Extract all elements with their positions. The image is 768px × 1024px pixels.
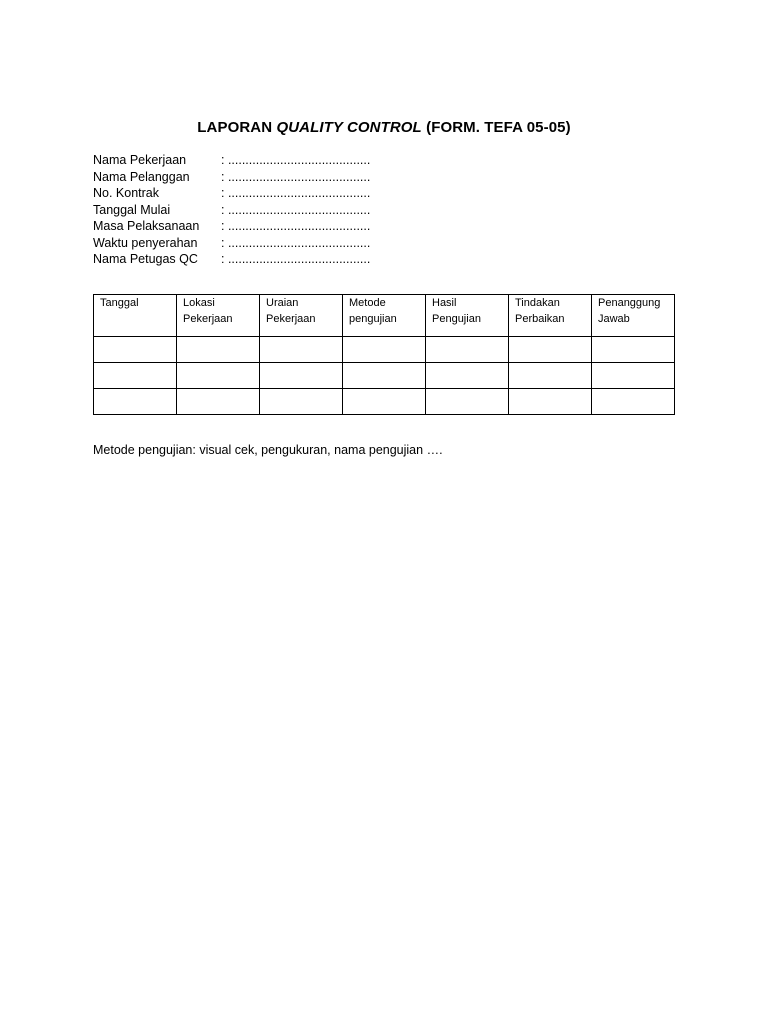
field-nama-petugas-qc [93,251,421,268]
table-cell [592,389,675,415]
header-penanggung-jawab [592,295,675,337]
table-cell [426,337,509,363]
field-no-kontrak [93,185,421,202]
field-label: Nama Pelanggan [93,169,190,184]
header-line2: Pekerjaan [266,313,316,325]
field-nama-pelanggan [93,169,421,186]
table-header-row [94,295,675,337]
method-note: Metode pengujian: visual cek, pengukuran, nama pengujian …. [93,443,443,457]
header-lokasi-pekerjaan [177,295,260,337]
title-prefix: LAPORAN [197,119,277,136]
table-cell [343,363,426,389]
header-line1: Lokasi [183,297,215,309]
header-line2: Jawab [598,313,630,325]
table-cell [260,363,343,389]
field-value: : ......................................... [221,235,371,250]
table-cell [509,363,592,389]
header-hasil-pengujian [426,295,509,337]
header-metode-pengujian [343,295,426,337]
header-uraian-pekerjaan [260,295,343,337]
header-line1: Penanggung [598,297,661,309]
header-line1: Metode [349,297,386,309]
table-cell [592,363,675,389]
field-label: Nama Petugas QC [93,252,198,266]
field-label: Waktu penyerahan [93,235,198,250]
field-value: : ......................................... [221,219,371,233]
field-waktu-penyerahan [93,235,421,252]
field-value: : ......................................... [221,169,371,184]
field-label: Nama Pekerjaan [93,153,187,167]
field-value: : ......................................... [221,252,371,266]
qc-table [93,294,675,415]
title-italic: QUALITY CONTROL [276,119,422,136]
field-tanggal-mulai [93,202,421,219]
table-cell [177,389,260,415]
header-tindakan-perbaikan [509,295,592,337]
field-label: Masa Pelaksanaan [93,219,200,233]
header-line2: Perbaikan [515,313,565,325]
table-cell [592,337,675,363]
field-value: : ......................................... [221,153,371,167]
table-cell [260,337,343,363]
table-cell [426,389,509,415]
form-fields [93,152,421,268]
table-cell [94,337,177,363]
table-cell [94,363,177,389]
field-value: : ......................................... [221,186,371,200]
table-row [94,389,675,415]
field-nama-pekerjaan [93,152,421,169]
table-cell [509,389,592,415]
header-line2: Pekerjaan [183,313,233,325]
field-value: : ......................................... [221,202,371,217]
table-cell [343,389,426,415]
table-cell [343,337,426,363]
page-title [0,119,768,136]
header-line1: Hasil [432,297,457,309]
header-line2: pengujian [349,313,397,325]
table-cell [509,337,592,363]
field-label: Tanggal Mulai [93,202,171,217]
table-cell [94,389,177,415]
table-row [94,363,675,389]
table-cell [177,363,260,389]
title-suffix: (FORM. TEFA 05-05) [421,119,571,136]
header-line1: Tanggal [100,297,139,309]
field-label: No. Kontrak [93,186,160,200]
header-line2: Pengujian [432,313,481,325]
table-cell [177,337,260,363]
header-line1: Tindakan [515,297,560,309]
header-tanggal [94,295,177,337]
field-masa-pelaksanaan [93,218,421,235]
header-line1: Uraian [266,297,299,309]
table-cell [426,363,509,389]
table-row [94,337,675,363]
table-cell [260,389,343,415]
